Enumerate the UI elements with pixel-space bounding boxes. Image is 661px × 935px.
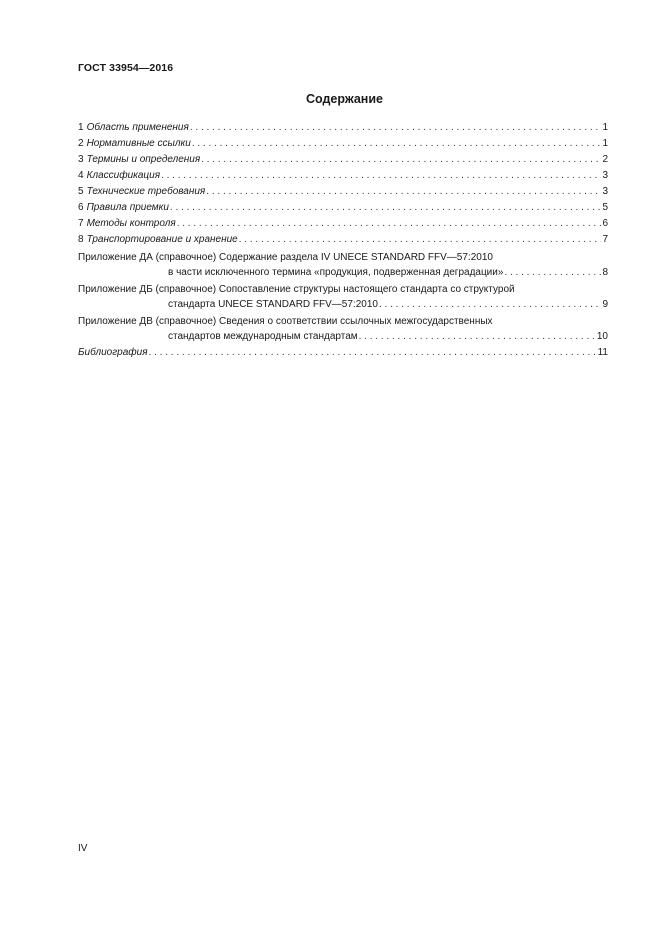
toc-entry-page: 11 (597, 347, 608, 358)
toc-entry-page: 6 (602, 218, 608, 229)
toc-entry-bibliography[interactable] (78, 345, 608, 361)
appendix-title-continuation: в части исключенного термина «продукция, подверженная деградации» (168, 266, 504, 278)
toc-entry-page: 1 (602, 138, 608, 149)
toc-entry-page: 2 (602, 154, 608, 165)
toc-entry-page: 9 (602, 298, 608, 310)
toc-entry-number: 4 (78, 170, 84, 181)
toc-entry-number: 8 (78, 234, 84, 245)
dot-leader (504, 266, 601, 281)
toc-entry-5[interactable] (78, 184, 608, 200)
toc-entry-title: Термины и определения (86, 154, 201, 165)
toc-entry-8[interactable] (78, 232, 608, 248)
toc-entry-4[interactable] (78, 168, 608, 184)
toc-entry-number: 6 (78, 202, 84, 213)
appendix-continuation (78, 266, 608, 281)
toc-entry-number: 2 (78, 138, 84, 149)
appendix-title-line: Приложение ДБ (справочное) Сопоставление структуры настоящего стандарта со структурой (78, 284, 515, 295)
toc-entry-page: 1 (602, 122, 608, 133)
toc-entry-title: Нормативные ссылки (86, 138, 191, 149)
table-of-contents (78, 120, 608, 361)
dot-leader (206, 184, 601, 200)
toc-entry-1[interactable] (78, 120, 608, 136)
toc-entry-page: 3 (602, 186, 608, 197)
appendix-title-line: Приложение ДВ (справочное) Сведения о соответствии ссылочных межгосударственных (78, 316, 493, 327)
dot-leader (239, 232, 602, 248)
appendix-title-continuation: стандартов международным стандартам (168, 330, 358, 342)
toc-entry-page: 7 (602, 234, 608, 245)
toc-entry-3[interactable] (78, 152, 608, 168)
toc-appendix-dv[interactable] (78, 315, 608, 344)
appendix-continuation (78, 298, 608, 313)
toc-entry-number: 3 (78, 154, 84, 165)
toc-entry-title: Библиография (78, 347, 148, 358)
toc-entry-2[interactable] (78, 136, 608, 152)
toc-entry-title: Правила приемки (86, 202, 169, 213)
dot-leader (170, 200, 602, 216)
dot-leader (161, 168, 601, 184)
page-number-footer: IV (78, 843, 88, 854)
dot-leader (201, 152, 601, 168)
appendix-continuation (78, 330, 608, 345)
dot-leader (379, 298, 601, 313)
toc-entry-title: Область применения (86, 122, 189, 133)
toc-entry-number: 7 (78, 218, 84, 229)
dot-leader (149, 345, 597, 361)
toc-entry-number: 5 (78, 186, 84, 197)
toc-appendix-da[interactable] (78, 251, 608, 280)
toc-entry-title: Транспортирование и хранение (86, 234, 238, 245)
toc-entry-page: 3 (602, 170, 608, 181)
toc-entry-title: Методы контроля (86, 218, 176, 229)
document-code-header: ГОСТ 33954—2016 (78, 62, 174, 74)
toc-entry-number: 1 (78, 122, 84, 133)
toc-appendix-db[interactable] (78, 283, 608, 312)
appendix-title-continuation: стандарта UNECE STANDARD FFV—57:2010 (168, 298, 378, 310)
toc-entry-title: Технические требования (86, 186, 206, 197)
toc-entry-page: 5 (602, 202, 608, 213)
toc-entry-title: Классификация (86, 170, 161, 181)
dot-leader (359, 330, 596, 345)
appendix-title-line: Приложение ДА (справочное) Содержание раздела IV UNECE STANDARD FFV—57:2010 (78, 252, 493, 263)
dot-leader (190, 120, 602, 136)
toc-entry-page: 10 (596, 330, 608, 342)
toc-entry-6[interactable] (78, 200, 608, 216)
dot-leader (192, 136, 602, 152)
toc-title: Содержание (305, 92, 383, 106)
toc-entry-page: 8 (602, 266, 608, 278)
dot-leader (177, 216, 602, 232)
toc-entry-7[interactable] (78, 216, 608, 232)
